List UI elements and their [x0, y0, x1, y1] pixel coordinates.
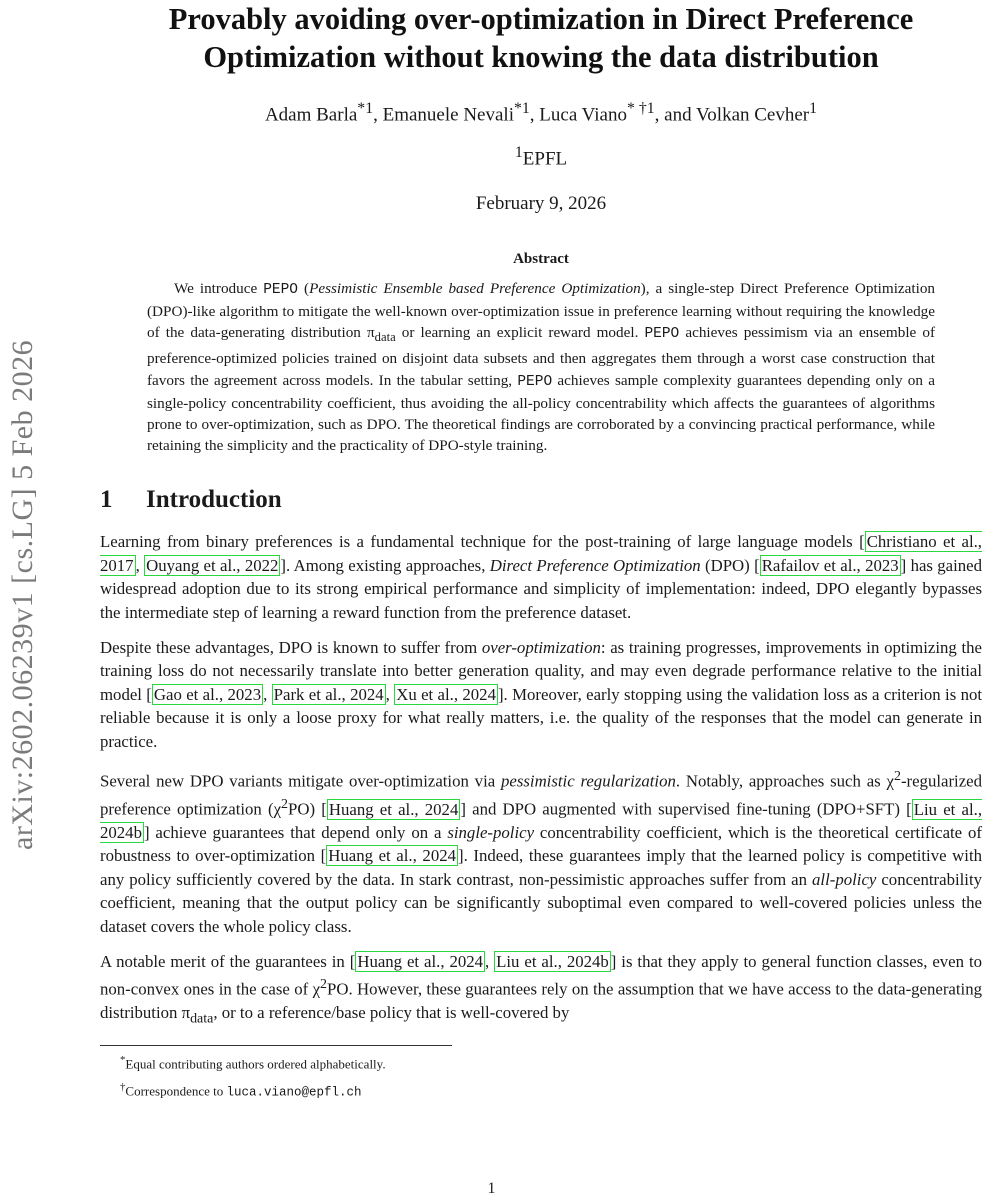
- pepo-name: PEPO: [263, 281, 299, 298]
- title-line-1: Provably avoiding over-optimization in Direct Preference: [168, 2, 914, 36]
- footnote-equal-contribution: *Equal contributing authors ordered alphabetically.: [120, 1054, 386, 1072]
- paragraph-1: Learning from binary preferences is a fundamental technique for the post-training of large language models [ Christiano et al., 2017 , Ouyang et al., 2022 ]. Among existing approaches, Direct Preference Optimization (DPO) [ Rafailov et al., 2023 ] has gained widespread adoption due to its strong empirical performance and simplicity of implementation: indeed, DPO elegantly bypasses the intermediate step of learning a reward function from the preference dataset.: [100, 532, 983, 622]
- citation-link[interactable]: Park et al., 2024: [273, 684, 384, 704]
- author-mark: 1: [809, 100, 818, 117]
- author-name: , Emanuele Nevali: [373, 104, 514, 126]
- author-mark: *1: [357, 100, 374, 117]
- author-name: , and Volkan Cevher: [654, 104, 810, 126]
- author-list: [100, 100, 982, 126]
- correspondence-email[interactable]: luca.viano@epfl.ch: [226, 1084, 362, 1099]
- arxiv-identifier-stamp: [0, 210, 46, 850]
- citation-link[interactable]: Huang et al., 2024: [328, 846, 456, 866]
- section-number: 1: [100, 486, 113, 514]
- citation-link[interactable]: Xu et al., 2024: [396, 684, 496, 704]
- citation-link[interactable]: Gao et al., 2023: [153, 684, 262, 704]
- citation-link[interactable]: Liu et al., 2024b: [496, 952, 609, 971]
- affiliation-name: EPFL: [522, 148, 568, 170]
- pepo-name: PEPO: [517, 373, 553, 390]
- footnote-divider: [100, 1045, 452, 1046]
- citation-link[interactable]: Christiano et al., 2017: [100, 532, 983, 575]
- arxiv-stamp-text: arXiv:2602.06239v1 [cs.LG] 5 Feb 2026: [6, 339, 39, 850]
- author-mark: *1: [513, 100, 530, 117]
- affiliation-mark: 1: [514, 144, 523, 162]
- abstract-heading: Abstract: [513, 250, 569, 267]
- title-line-2: Optimization without knowing the data distribution: [203, 40, 879, 74]
- page-number: 1: [487, 1180, 496, 1197]
- author-mark: * †1: [626, 100, 655, 117]
- section-title: Introduction: [146, 486, 282, 514]
- citation-link[interactable]: Ouyang et al., 2022: [146, 555, 279, 575]
- citation-link[interactable]: Liu et al., 2024b: [100, 799, 983, 842]
- abstract-text: We introduce PEPO (Pessimistic Ensemble based Preference Optimization), a single-step Direct Preference Optimization (DPO)-like algorithm to mitigate the well-known over-optimization issue in preference learning without requiring the knowledge of the data-generating distribution $\pi_{data}$ or learning an explicit reward model. PEPO achieves pessimism via an ensemble of preference-optimized policies trained on disjoint data subsets and then aggregates them through a worst case construction that favors the agreement across models. In the tabular setting, PEPO achieves sample complexity guarantees depending only on a single-policy concentrability coefficient, thus avoiding the all-policy concentrability which affects the guarantees of algorithms prone to over-optimization, such as DPO. The theoretical findings are corroborated by a convincing practical performance, while retaining the simplicity and the practicality of DPO-style training.: [147, 279, 936, 455]
- pepo-name: PEPO: [644, 326, 680, 343]
- paper-date: February 9, 2026: [475, 192, 607, 214]
- paragraph-3: Several new DPO variants mitigate over-optimization via pessimistic regularization. Notably, approaches such as $\chi^2$-regularized preference optimization $(\chi^2PO)$ [ Huang et al., 2024 ] and DPO augmented with supervised fine-tuning (DPO+SFT) [ Liu et al., 2024b ] achieve guarantees that depend only on a single-policy concentrability coefficient, which is the theoretical certificate of robustness to over-optimization [ Huang et al., 2024 ]. Indeed, these guarantees imply that the learned policy is competitive with any policy sufficiently covered by the data. In stark contrast, non-pessimistic approaches suffer from an all-policy concentrability coefficient, meaning that the output policy can be significantly suboptimal even compared to well-covered policies unless the dataset covers the whole policy class.: [100, 768, 983, 936]
- author-name: Adam Barla: [264, 104, 358, 126]
- paper-title: [100, 0, 982, 76]
- paper-page: [100, 0, 982, 1101]
- paragraph-4: A notable merit of the guarantees in [ Huang et al., 2024 , Liu et al., 2024b ] is that they apply to general function classes, even to non-convex ones in the case of $\chi^2PO$. However, these guarantees rely on the assumption that we have access to the data-generating distribution $\pi_{data}$, or to a reference/base policy that is well-covered by: [100, 952, 982, 1027]
- citation-link[interactable]: Huang et al., 2024: [328, 799, 459, 819]
- paragraph-2: Despite these advantages, DPO is known to suffer from over-optimization: as training progresses, improvements in optimizing the training loss do not necessarily translate into better generation quality, and may even degrade performance relative to the initial model [ Gao et al., 2023 , Park et al., 2024 , Xu et al., 2024 ]. Moreover, early stopping using the validation loss as a criterion is not reliable because it is only a loose proxy for what really matters, i.e. the quality of the responses that the model can generate in practice.: [100, 637, 983, 751]
- affiliation: [100, 144, 982, 170]
- citation-link[interactable]: Rafailov et al., 2023: [761, 555, 899, 575]
- citation-link[interactable]: Huang et al., 2024: [357, 952, 484, 971]
- author-name: , Luca Viano: [529, 104, 627, 126]
- footnote-correspondence: †Correspondence to luca.viano@epfl.ch: [120, 1080, 362, 1099]
- section-heading-introduction: [100, 486, 982, 514]
